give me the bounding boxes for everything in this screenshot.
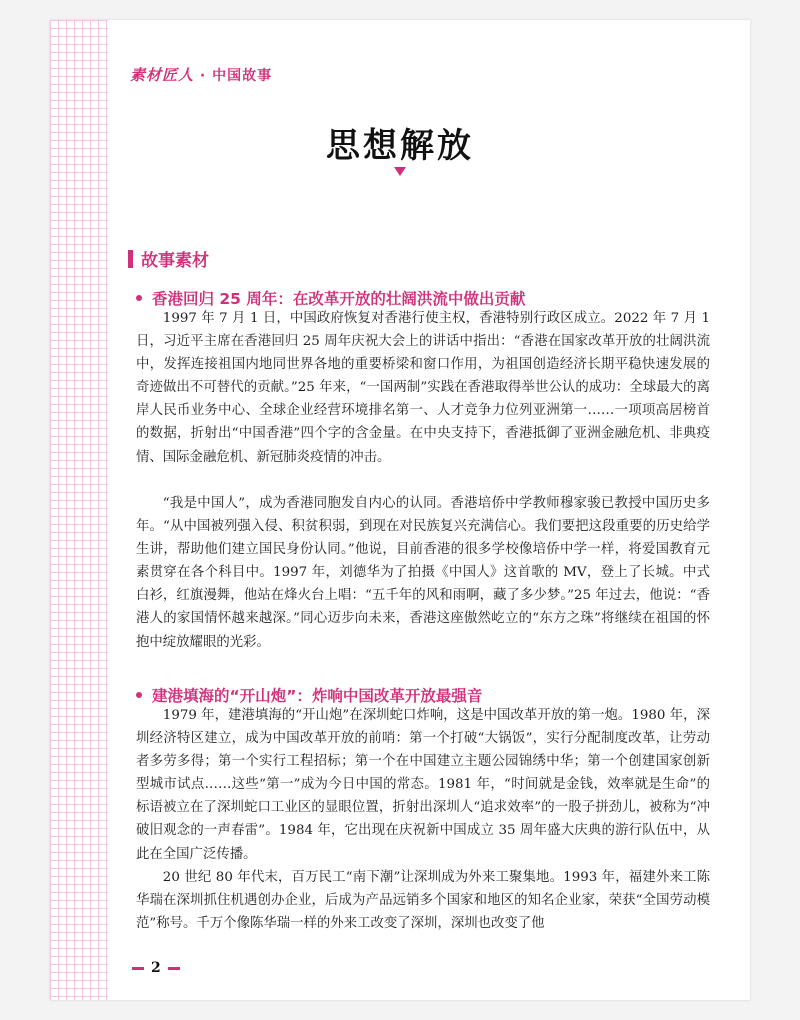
story-heading-text: 香港回归 25 周年：在改革开放的壮阔洪流中做出贡献 [152,290,526,308]
title-triangle-icon [394,167,406,176]
story-heading-2 [136,684,482,706]
section-bar-icon [128,250,133,268]
page [50,20,750,1000]
brand-series-name: 中国故事 [212,68,273,84]
story-2-paragraph-1: 1979 年，建港填海的“开山炮”在深圳蛇口炸响，这是中国改革开放的第一炮。1980 年，深圳经济特区建立，成为中国改革开放的前哨：第一个打破“大锅饭”，实行分配制度改革，让劳动者多劳多得；第一个实行工程招标；第一个在中国建立主题公园锦绣中华；第一个创建国家创新型城市试点……这些“第一”成为今日中国的常态。1981 年，“时间就是金钱，效率就是生命”的标语被立在了深圳蛇口工业区的显眼位置，折射出深圳人“追求效率”的一股子拼劲儿，被称为“冲破旧观念的一声春雷”。1984 年，它出现在庆祝新中国成立 35 周年盛大庆典的游行队伍中，从此在全国广泛传播。 [136,708,710,862]
story-heading-1 [136,287,525,309]
brand-separator: · [199,68,207,84]
story-1-paragraph-2: “我是中国人”，成为香港同胞发自内心的认同。香港培侨中学教师穆家骏已教授中国历史多年。“从中国被列强入侵、积贫积弱，到现在对民族复兴充满信心。我们要把这段重要的历史给学生讲，帮助他们建立国民身份认同。”他说，目前香港的很多学校像培侨中学一样，将爱国教育元素贯穿在各个科目中。1997 年，刘德华为了拍摄《中国人》这首歌的 MV，登上了长城。中式白衫，红旗漫舞，他站在烽火台上唱：“五千年的风和雨啊，藏了多少梦。”25 年过去，他说：“香港人的家国情怀越来越深。”同心迈步向未来，香港这座傲然屹立的“东方之珠”将继续在祖国的怀抱中绽放耀眼的光彩。 [136,496,710,650]
series-brand [130,64,272,85]
section-heading [128,246,209,271]
brand-script-logo: 素材匠人 [130,66,195,84]
page-number: 2 [151,960,161,976]
page-folio [125,960,187,976]
bullet-dot-icon [136,295,142,301]
folio-dash-icon [132,967,144,970]
story-2-paragraph-2: 20 世纪 80 年代末，百万民工“南下潮”让深圳成为外来工聚集地。1993 年，福建外来工陈华瑞在深圳抓住机遇创办企业，后成为产品远销多个国家和地区的知名企业家，荣获“全国劳动模范”称号。千万个像陈华瑞一样的外来工改变了深圳，深圳也改变了他 [136,870,710,932]
story-1-paragraph-1: 1997 年 7 月 1 日，中国政府恢复对香港行使主权，香港特别行政区成立。2022 年 7 月 1 日，习近平主席在香港回归 25 周年庆祝大会上的讲话中指出：“香港在国家改革开放的壮阔洪流中，发挥连接祖国内地同世界各地的重要桥梁和窗口作用，为祖国创造经济长期平稳快速发展的奇迹做出不可替代的贡献。”25 年来，“一国两制”实践在香港取得举世公认的成功：全球最大的离岸人民币业务中心、全球企业经营环境排名第一、人才竞争力位列亚洲第一……一项项高居榜首的数据，折射出“中国香港”四个字的含金量。在中央支持下，香港抵御了亚洲金融危机、非典疫情、国际金融危机、新冠肺炎疫情的冲击。 [136,311,710,465]
section-label: 故事素材 [141,251,209,271]
grid-margin-decoration [50,20,108,1000]
story-heading-text: 建港填海的“开山炮”：炸响中国改革开放最强音 [152,687,483,705]
page-title: 思想解放 [326,126,474,166]
folio-dash-icon [168,967,180,970]
bullet-dot-icon [136,692,142,698]
